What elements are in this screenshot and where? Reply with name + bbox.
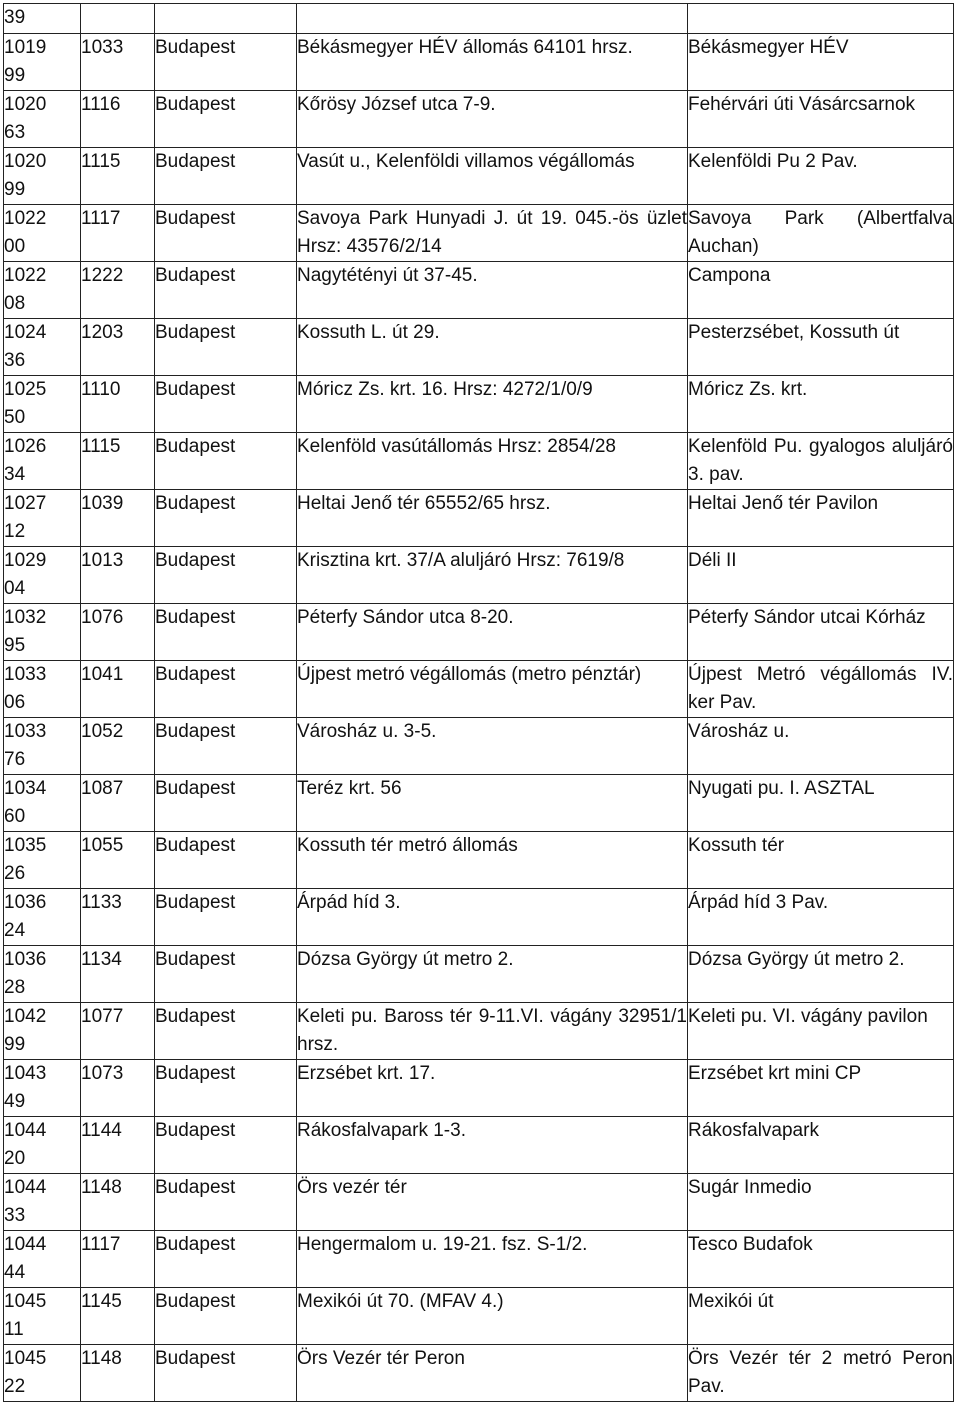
table-row bbox=[4, 34, 954, 91]
zip-cell: 1076 bbox=[81, 604, 155, 661]
location-cell: Kossuth tér bbox=[688, 832, 954, 889]
zip-cell: 1041 bbox=[81, 661, 155, 718]
empty-cell bbox=[155, 4, 297, 34]
location-cell: Örs Vezér tér 2 metró Peron Pav. bbox=[688, 1345, 954, 1402]
table-row bbox=[4, 718, 954, 775]
city-cell: Budapest bbox=[155, 433, 297, 490]
code-cell: 1043 49 bbox=[4, 1060, 81, 1117]
code-cell: 1045 22 bbox=[4, 1345, 81, 1402]
location-cell: Pesterzsébet, Kossuth út bbox=[688, 319, 954, 376]
address-cell: Kelenföld vasútállomás Hrsz: 2854/28 bbox=[297, 433, 688, 490]
table-row bbox=[4, 832, 954, 889]
city-cell: Budapest bbox=[155, 490, 297, 547]
location-cell: Heltai Jenő tér Pavilon bbox=[688, 490, 954, 547]
location-cell: Mexikói út bbox=[688, 1288, 954, 1345]
table-row bbox=[4, 262, 954, 319]
address-cell: Kossuth L. út 29. bbox=[297, 319, 688, 376]
code-cell: 1020 99 bbox=[4, 148, 81, 205]
code-cell: 1032 95 bbox=[4, 604, 81, 661]
table-row bbox=[4, 604, 954, 661]
address-cell: Békásmegyer HÉV állomás 64101 hrsz. bbox=[297, 34, 688, 91]
city-cell: Budapest bbox=[155, 547, 297, 604]
location-cell: Erzsébet krt mini CP bbox=[688, 1060, 954, 1117]
city-cell: Budapest bbox=[155, 946, 297, 1003]
code-cell: 1034 60 bbox=[4, 775, 81, 832]
table-row bbox=[4, 1345, 954, 1402]
zip-cell: 1013 bbox=[81, 547, 155, 604]
locations-table-body bbox=[4, 4, 954, 1402]
city-cell: Budapest bbox=[155, 832, 297, 889]
code-cell: 1025 50 bbox=[4, 376, 81, 433]
table-row bbox=[4, 319, 954, 376]
zip-cell: 1073 bbox=[81, 1060, 155, 1117]
zip-cell: 1203 bbox=[81, 319, 155, 376]
document-page bbox=[3, 3, 953, 1402]
table-row bbox=[4, 433, 954, 490]
code-cell: 1035 26 bbox=[4, 832, 81, 889]
address-cell: Kossuth tér metró állomás bbox=[297, 832, 688, 889]
code-cell: 1020 63 bbox=[4, 91, 81, 148]
zip-cell: 1148 bbox=[81, 1174, 155, 1231]
code-cell: 1033 06 bbox=[4, 661, 81, 718]
city-cell: Budapest bbox=[155, 262, 297, 319]
zip-cell: 1222 bbox=[81, 262, 155, 319]
location-cell: Campona bbox=[688, 262, 954, 319]
address-cell: Vasút u., Kelenföldi villamos végállomás bbox=[297, 148, 688, 205]
address-cell: Móricz Zs. krt. 16. Hrsz: 4272/1/0/9 bbox=[297, 376, 688, 433]
table-row bbox=[4, 148, 954, 205]
city-cell: Budapest bbox=[155, 661, 297, 718]
city-cell: Budapest bbox=[155, 205, 297, 262]
zip-cell: 1087 bbox=[81, 775, 155, 832]
city-cell: Budapest bbox=[155, 1003, 297, 1060]
zip-cell: 1116 bbox=[81, 91, 155, 148]
code-cell: 1044 44 bbox=[4, 1231, 81, 1288]
locations-table bbox=[3, 3, 954, 1402]
code-cell: 1036 24 bbox=[4, 889, 81, 946]
address-cell: Dózsa György út metro 2. bbox=[297, 946, 688, 1003]
empty-cell bbox=[81, 4, 155, 34]
zip-cell: 1134 bbox=[81, 946, 155, 1003]
city-cell: Budapest bbox=[155, 1060, 297, 1117]
empty-cell bbox=[688, 4, 954, 34]
location-cell: Kelenföldi Pu 2 Pav. bbox=[688, 148, 954, 205]
table-row bbox=[4, 547, 954, 604]
address-cell: Krisztina krt. 37/A aluljáró Hrsz: 7619/8 bbox=[297, 547, 688, 604]
location-cell: Kelenföld Pu. gyalogos aluljáró 3. pav. bbox=[688, 433, 954, 490]
zip-cell: 1110 bbox=[81, 376, 155, 433]
city-cell: Budapest bbox=[155, 148, 297, 205]
address-cell: Örs Vezér tér Peron bbox=[297, 1345, 688, 1402]
zip-cell: 1117 bbox=[81, 1231, 155, 1288]
address-cell: Teréz krt. 56 bbox=[297, 775, 688, 832]
table-row-top bbox=[4, 4, 954, 34]
address-cell: Heltai Jenő tér 65552/65 hrsz. bbox=[297, 490, 688, 547]
zip-cell: 1133 bbox=[81, 889, 155, 946]
table-row bbox=[4, 775, 954, 832]
address-cell: Keleti pu. Baross tér 9-11.VI. vágány 32951/1 hrsz. bbox=[297, 1003, 688, 1060]
zip-cell: 1055 bbox=[81, 832, 155, 889]
location-cell: Péterfy Sándor utcai Kórház bbox=[688, 604, 954, 661]
city-cell: Budapest bbox=[155, 1117, 297, 1174]
zip-cell: 1052 bbox=[81, 718, 155, 775]
city-cell: Budapest bbox=[155, 376, 297, 433]
address-cell: Savoya Park Hunyadi J. út 19. 045.-ös üzlet Hrsz: 43576/2/14 bbox=[297, 205, 688, 262]
address-cell: Újpest metró végállomás (metro pénztár) bbox=[297, 661, 688, 718]
table-row bbox=[4, 1003, 954, 1060]
city-cell: Budapest bbox=[155, 319, 297, 376]
address-cell: Örs vezér tér bbox=[297, 1174, 688, 1231]
code-cell: 1022 00 bbox=[4, 205, 81, 262]
location-cell: Békásmegyer HÉV bbox=[688, 34, 954, 91]
address-cell: Erzsébet krt. 17. bbox=[297, 1060, 688, 1117]
location-cell: Árpád híd 3 Pav. bbox=[688, 889, 954, 946]
table-row bbox=[4, 1231, 954, 1288]
location-cell: Nyugati pu. I. ASZTAL bbox=[688, 775, 954, 832]
empty-cell bbox=[297, 4, 688, 34]
zip-cell: 1117 bbox=[81, 205, 155, 262]
city-cell: Budapest bbox=[155, 1174, 297, 1231]
zip-cell: 1077 bbox=[81, 1003, 155, 1060]
location-cell: Keleti pu. VI. vágány pavilon bbox=[688, 1003, 954, 1060]
table-row bbox=[4, 889, 954, 946]
table-row bbox=[4, 490, 954, 547]
city-cell: Budapest bbox=[155, 889, 297, 946]
address-cell: Hengermalom u. 19-21. fsz. S-1/2. bbox=[297, 1231, 688, 1288]
city-cell: Budapest bbox=[155, 1345, 297, 1402]
address-cell: Árpád híd 3. bbox=[297, 889, 688, 946]
table-row bbox=[4, 205, 954, 262]
location-cell: Tesco Budafok bbox=[688, 1231, 954, 1288]
zip-cell: 1148 bbox=[81, 1345, 155, 1402]
city-cell: Budapest bbox=[155, 775, 297, 832]
location-cell: Déli II bbox=[688, 547, 954, 604]
code-cell: 1045 11 bbox=[4, 1288, 81, 1345]
table-row bbox=[4, 1174, 954, 1231]
city-cell: Budapest bbox=[155, 91, 297, 148]
table-row bbox=[4, 91, 954, 148]
address-cell: Városház u. 3-5. bbox=[297, 718, 688, 775]
zip-cell: 1033 bbox=[81, 34, 155, 91]
city-cell: Budapest bbox=[155, 604, 297, 661]
top-code-cell: 39 bbox=[4, 4, 81, 34]
code-cell: 1044 33 bbox=[4, 1174, 81, 1231]
zip-cell: 1115 bbox=[81, 148, 155, 205]
city-cell: Budapest bbox=[155, 34, 297, 91]
zip-cell: 1144 bbox=[81, 1117, 155, 1174]
location-cell: Sugár Inmedio bbox=[688, 1174, 954, 1231]
zip-cell: 1039 bbox=[81, 490, 155, 547]
code-cell: 1022 08 bbox=[4, 262, 81, 319]
code-cell: 1019 99 bbox=[4, 34, 81, 91]
table-row bbox=[4, 946, 954, 1003]
location-cell: Savoya Park (Albertfalva Auchan) bbox=[688, 205, 954, 262]
location-cell: Dózsa György út metro 2. bbox=[688, 946, 954, 1003]
code-cell: 1026 34 bbox=[4, 433, 81, 490]
address-cell: Péterfy Sándor utca 8-20. bbox=[297, 604, 688, 661]
city-cell: Budapest bbox=[155, 718, 297, 775]
code-cell: 1033 76 bbox=[4, 718, 81, 775]
table-row bbox=[4, 1060, 954, 1117]
zip-cell: 1115 bbox=[81, 433, 155, 490]
table-row bbox=[4, 661, 954, 718]
location-cell: Rákosfalvapark bbox=[688, 1117, 954, 1174]
code-cell: 1036 28 bbox=[4, 946, 81, 1003]
code-cell: 1044 20 bbox=[4, 1117, 81, 1174]
address-cell: Rákosfalvapark 1-3. bbox=[297, 1117, 688, 1174]
city-cell: Budapest bbox=[155, 1288, 297, 1345]
location-cell: Városház u. bbox=[688, 718, 954, 775]
code-cell: 1027 12 bbox=[4, 490, 81, 547]
code-cell: 1042 99 bbox=[4, 1003, 81, 1060]
city-cell: Budapest bbox=[155, 1231, 297, 1288]
address-cell: Nagytétényi út 37-45. bbox=[297, 262, 688, 319]
code-cell: 1029 04 bbox=[4, 547, 81, 604]
address-cell: Mexikói út 70. (MFAV 4.) bbox=[297, 1288, 688, 1345]
location-cell: Móricz Zs. krt. bbox=[688, 376, 954, 433]
table-row bbox=[4, 1288, 954, 1345]
location-cell: Újpest Metró végállomás IV. ker Pav. bbox=[688, 661, 954, 718]
location-cell: Fehérvári úti Vásárcsarnok bbox=[688, 91, 954, 148]
code-cell: 1024 36 bbox=[4, 319, 81, 376]
address-cell: Kőrösy József utca 7-9. bbox=[297, 91, 688, 148]
table-row bbox=[4, 376, 954, 433]
table-row bbox=[4, 1117, 954, 1174]
zip-cell: 1145 bbox=[81, 1288, 155, 1345]
